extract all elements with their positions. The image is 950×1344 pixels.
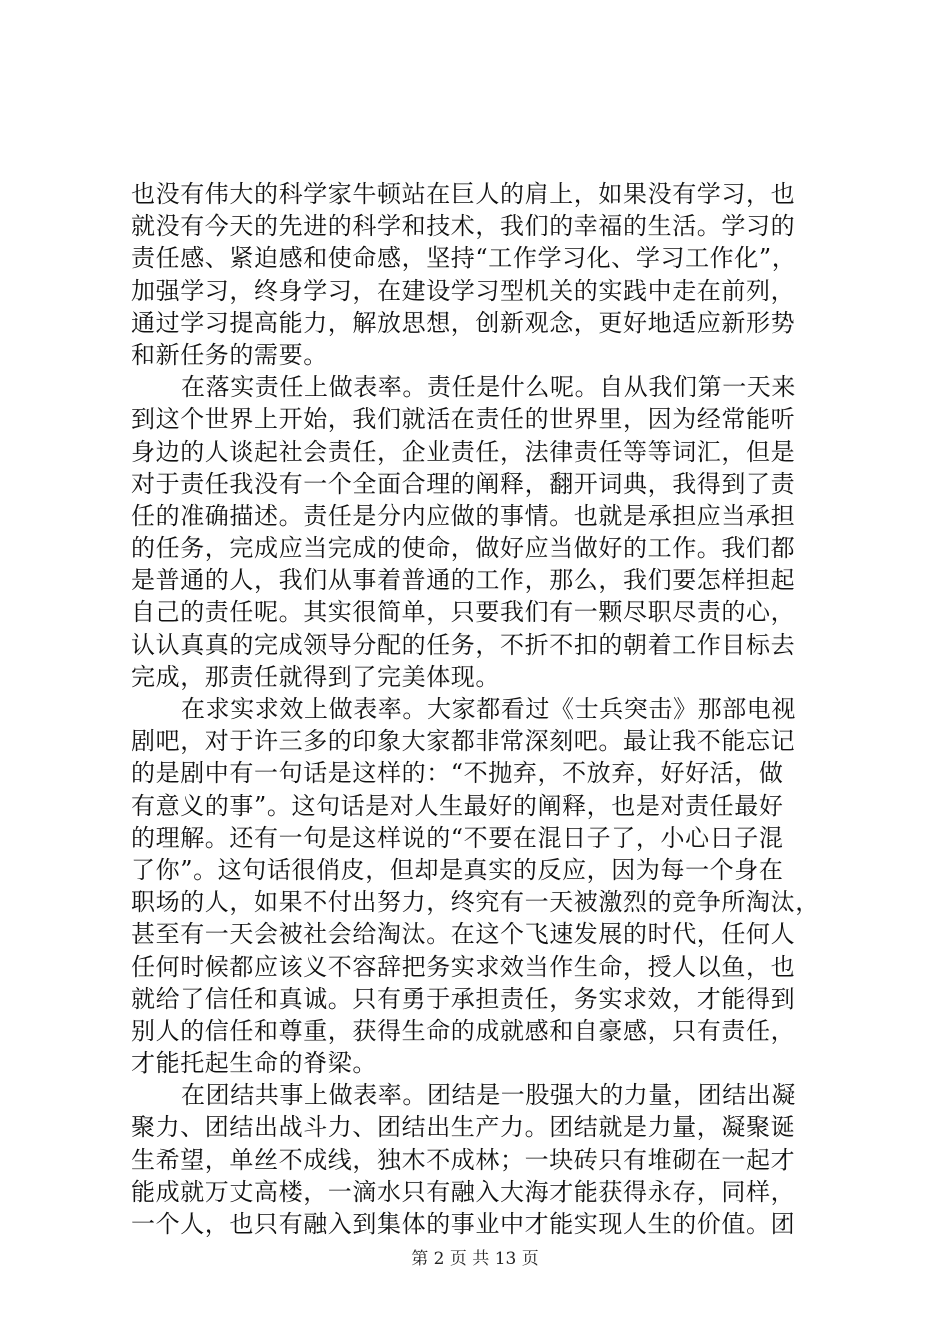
text-line: 才能托起生命的脊梁。	[131, 1049, 377, 1078]
text-line: 任何时候都应该义不容辞把务实求效当作生命，授人以鱼，也	[131, 952, 796, 981]
text-line: 任的准确描述。责任是分内应做的事情。也就是承担应当承担	[131, 501, 796, 530]
text-line: 职场的人，如果不付出努力，终究有一天被激烈的竞争所淘汰，	[131, 888, 820, 917]
text-line: 就没有今天的先进的科学和技术，我们的幸福的生活。学习的	[131, 212, 796, 241]
text-line: 是普通的人，我们从事着普通的工作，那么，我们要怎样担起	[131, 566, 796, 595]
text-line: 在求实求效上做表率。大家都看过《士兵突击》那部电视	[181, 695, 796, 723]
text-line: 完成，那责任就得到了完美体现。	[131, 662, 500, 691]
text-line: 别人的信任和尊重，获得生命的成就感和自豪感，只有责任，	[131, 1016, 796, 1045]
text-line: 剧吧，对于许三多的印象大家都非常深刻吧。最让我不能忘记	[131, 727, 796, 756]
text-line: 有意义的事”。这句话是对人生最好的阐释，也是对责任最好	[131, 791, 784, 820]
text-line: 在团结共事上做表率。团结是一股强大的力量，团结出凝	[181, 1081, 796, 1110]
text-line: 身边的人谈起社会责任，企业责任，法律责任等等词汇，但是	[131, 437, 796, 466]
text-line: 生希望，单丝不成线，独木不成林；一块砖只有堆砌在一起才	[131, 1145, 796, 1174]
text-line: 也没有伟大的科学家牛顿站在巨人的肩上，如果没有学习，也	[131, 180, 796, 208]
text-line: 通过学习提高能力，解放思想，创新观念，更好地适应新形势	[131, 308, 796, 337]
text-line: 一个人，也只有融入到集体的事业中才能实现人生的价值。团	[131, 1210, 796, 1238]
text-line: 自己的责任呢。其实很简单，只要我们有一颗尽职尽责的心，	[131, 598, 796, 627]
text-line: 的理解。还有一句是这样说的“不要在混日子了，小心日子混	[131, 823, 784, 852]
text-line: 的任务，完成应当完成的使命，做好应当做好的工作。我们都	[131, 534, 796, 563]
text-line: 责任感、紧迫感和使命感，坚持“工作学习化、学习工作化”，	[131, 244, 797, 273]
text-line: 能成就万丈高楼，一滴水只有融入大海才能获得永存，同样，	[131, 1177, 796, 1206]
text-line: 了你”。这句话很俏皮，但却是真实的反应，因为每一个身在	[131, 855, 784, 884]
page-number-footer: 第 2 页 共 13 页	[411, 1249, 539, 1269]
text-line: 和新任务的需要。	[131, 340, 328, 369]
body-text	[131, 178, 831, 1240]
text-line: 加强学习，终身学习，在建设学习型机关的实践中走在前列，	[131, 276, 796, 305]
text-line: 在落实责任上做表率。责任是什么呢。自从我们第一天来	[181, 373, 796, 402]
text-line: 聚力、团结出战斗力、团结出生产力。团结就是力量，凝聚诞	[131, 1113, 796, 1142]
text-line: 认认真真的完成领导分配的任务，不折不扣的朝着工作目标去	[131, 630, 796, 659]
text-line: 到这个世界上开始，我们就活在责任的世界里，因为经常能听	[131, 405, 796, 434]
text-line: 的是剧中有一句话是这样的：“不抛弃，不放弃，好好活，做	[131, 759, 784, 788]
text-line: 甚至有一天会被社会给淘汰。在这个飞速发展的时代，任何人	[131, 920, 796, 949]
text-line: 就给了信任和真诚。只有勇于承担责任，务实求效，才能得到	[131, 984, 796, 1013]
text-line: 对于责任我没有一个全面合理的阐释，翻开词典，我得到了责	[131, 469, 796, 498]
